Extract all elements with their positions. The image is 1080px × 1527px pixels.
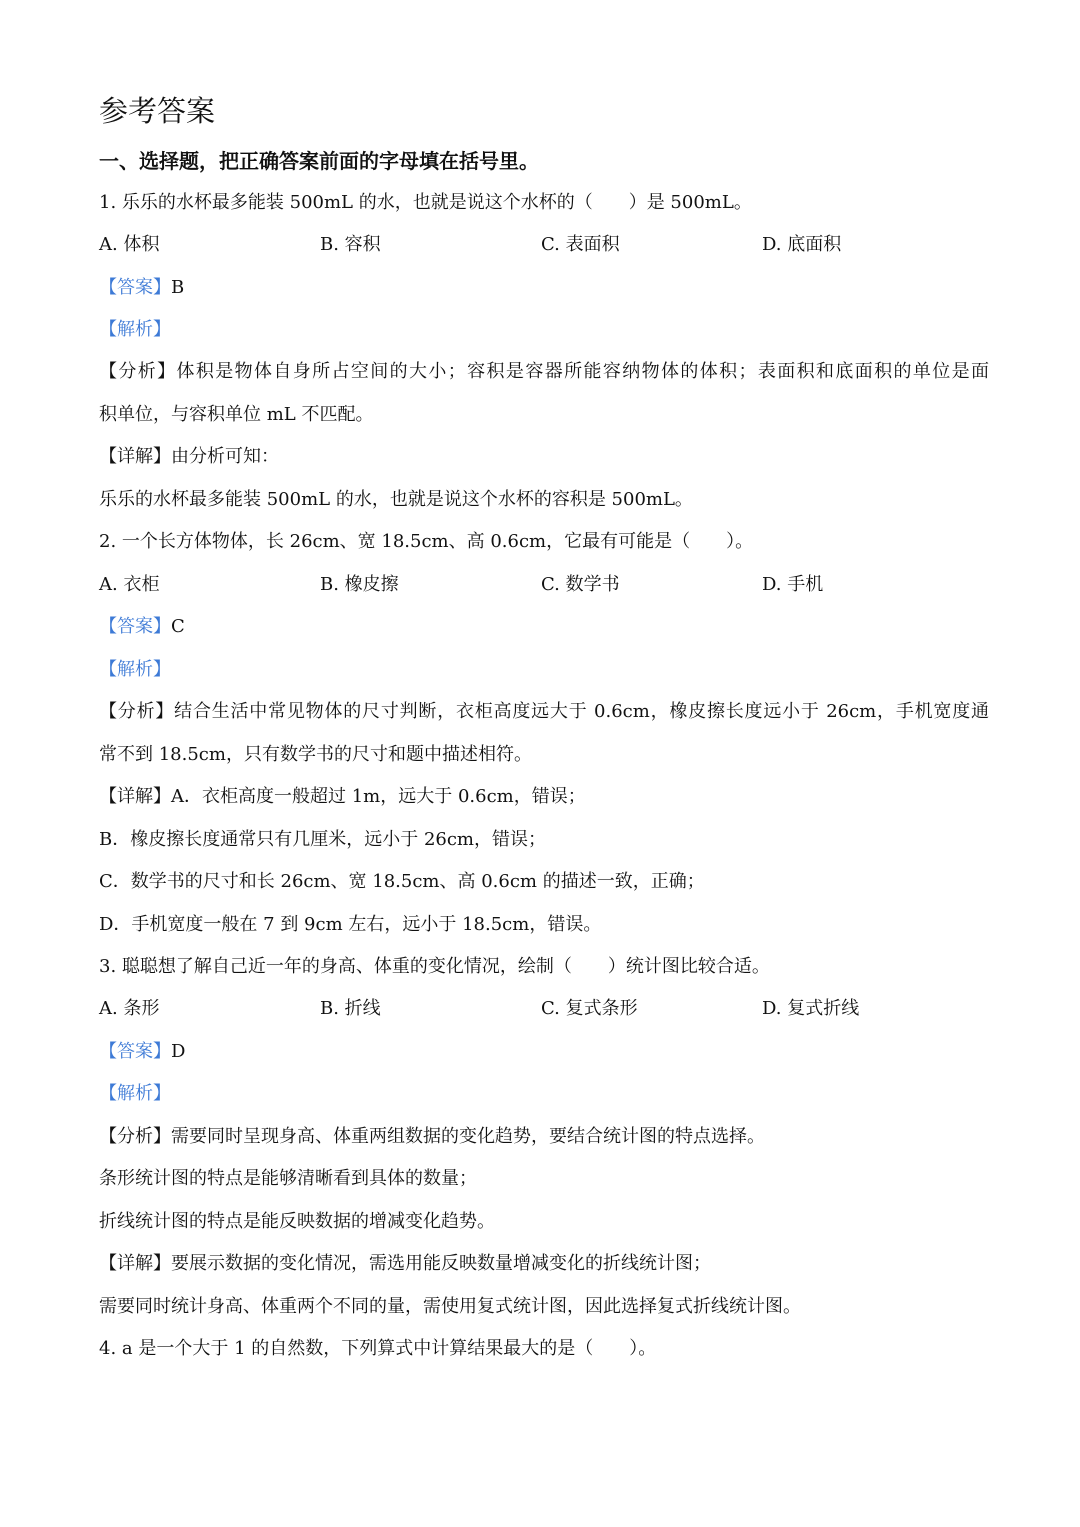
q2-analysis-line-2: 常不到 18.5cm，只有数学书的尺寸和题中描述相符。 [99, 744, 532, 765]
q1-analysis-line-2: 积单位，与容积单位 mL 不匹配。 [99, 404, 374, 425]
q2-answer [99, 611, 989, 643]
answer-tag: 【答案】 [99, 1041, 171, 1062]
q3-answer [99, 1036, 989, 1068]
analysis-tag: 【解析】 [99, 319, 171, 340]
q2-detail-d: D．手机宽度一般在 7 到 9cm 左右，远小于 18.5cm，错误。 [99, 914, 602, 935]
q2-detail-text: A．衣柜高度一般超过 1m，远大于 0.6cm，错误； [171, 786, 586, 807]
q3-detail-text: 要展示数据的变化情况，需选用能反映数量增减变化的折线统计图； [171, 1253, 711, 1274]
q3-analysis-line-1 [99, 1121, 989, 1153]
q1-option-c: C. 表面积 [541, 234, 620, 255]
q2-detail-b: B．橡皮擦长度通常只有几厘米，远小于 26cm，错误； [99, 829, 547, 850]
q2-analysis-line-1 [99, 696, 989, 728]
q1-option-b: B. 容积 [320, 234, 381, 255]
q3-stem: 3. 聪聪想了解自己近一年的身高、体重的变化情况，绘制（ ）统计图比较合适。 [99, 956, 770, 977]
analysis-label: 【分析】 [99, 361, 177, 382]
q3-option-c: C. 复式条形 [541, 998, 638, 1019]
answer-tag: 【答案】 [99, 277, 171, 298]
q2-answer-value: C [171, 616, 185, 637]
q4-stem: 4. a 是一个大于 1 的自然数，下列算式中计算结果最大的是（ ）。 [99, 1338, 657, 1359]
q1-option-d: D. 底面积 [762, 234, 842, 255]
q1-detail-line-1 [99, 441, 989, 473]
q1-answer-value: B [171, 277, 185, 298]
analysis-tag: 【解析】 [99, 1083, 171, 1104]
q2-detail-line-1 [99, 781, 989, 813]
q3-option-a: A. 条形 [99, 998, 160, 1019]
q1-detail-line-2: 乐乐的水杯最多能装 500mL 的水，也就是说这个水杯的容积是 500mL。 [99, 489, 693, 510]
q3-detail-line-2: 需要同时统计身高、体重两个不同的量，需使用复式统计图，因此选择复式折线统计图。 [99, 1296, 801, 1317]
q3-answer-value: D [171, 1041, 186, 1062]
q3-option-b: B. 折线 [320, 998, 381, 1019]
q3-detail-line-1 [99, 1248, 989, 1280]
q3-analysis-line-3: 折线统计图的特点是能反映数据的增减变化趋势。 [99, 1211, 495, 1232]
q1-analysis-heading [99, 314, 989, 346]
q2-option-d: D. 手机 [762, 574, 824, 595]
q1-detail-text: 由分析可知： [171, 446, 279, 467]
analysis-tag: 【解析】 [99, 659, 171, 680]
q3-option-d: D. 复式折线 [762, 998, 860, 1019]
q2-option-c: C. 数学书 [541, 574, 620, 595]
q2-option-b: B. 橡皮擦 [320, 574, 399, 595]
detail-label: 【详解】 [99, 446, 171, 467]
q1-option-a: A. 体积 [99, 234, 160, 255]
q2-option-a: A. 衣柜 [99, 574, 160, 595]
detail-label: 【详解】 [99, 1253, 171, 1274]
q3-analysis-heading [99, 1078, 989, 1110]
q1-analysis-line-1 [99, 356, 989, 388]
section-heading: 一、选择题，把正确答案前面的字母填在括号里。 [99, 149, 539, 173]
q3-analysis-text-1: 需要同时呈现身高、体重两组数据的变化趋势，要结合统计图的特点选择。 [171, 1126, 765, 1147]
q2-analysis-text-1: 结合生活中常见物体的尺寸判断，衣柜高度远大于 0.6cm，橡皮擦长度远小于 26cm，手机宽度通 [174, 701, 989, 722]
answer-tag: 【答案】 [99, 616, 171, 637]
q2-analysis-heading [99, 654, 989, 686]
page-title: 参考答案 [99, 94, 216, 128]
analysis-label: 【分析】 [99, 701, 175, 722]
q1-stem: 1. 乐乐的水杯最多能装 500mL 的水，也就是说这个水杯的（ ）是 500mL。 [99, 192, 752, 213]
q2-stem: 2. 一个长方体物体，长 26cm、宽 18.5cm、高 0.6cm，它最有可能是（ ）。 [99, 531, 754, 552]
q2-detail-c: C．数学书的尺寸和长 26cm、宽 18.5cm、高 0.6cm 的描述一致，正确； [99, 871, 705, 892]
analysis-label: 【分析】 [99, 1126, 171, 1147]
detail-label: 【详解】 [99, 786, 171, 807]
q3-analysis-line-2: 条形统计图的特点是能够清晰看到具体的数量； [99, 1168, 477, 1189]
q1-analysis-text-1: 体积是物体自身所占空间的大小；容积是容器所能容纳物体的体积；表面积和底面积的单位是面 [176, 361, 989, 382]
q1-answer [99, 272, 989, 304]
